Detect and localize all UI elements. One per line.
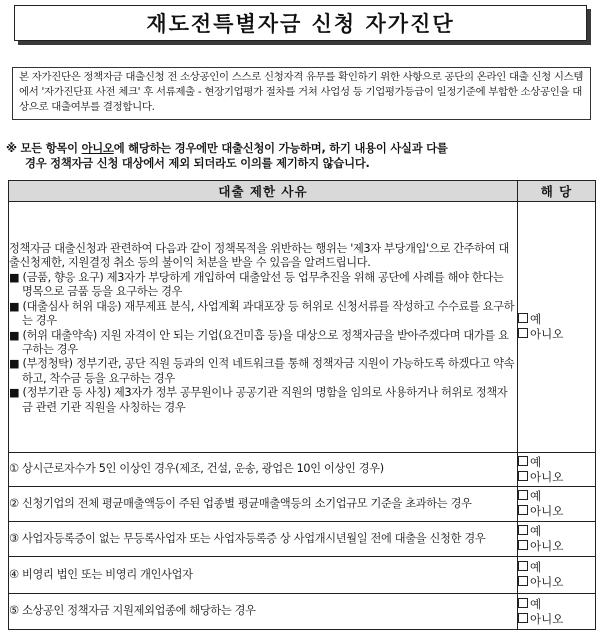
option-yes[interactable] [518,560,595,575]
bullet-item [9,386,517,415]
checkbox-icon[interactable] [518,471,528,481]
check-cell [518,487,596,522]
bullet-item [9,329,517,358]
title-box [14,5,587,41]
option-no[interactable] [518,575,595,590]
option-yes-label: 예 [530,312,542,326]
bullet-text: (허위 대출약속) 지원 자격이 안 되는 기업(요건미흡 등)을 대상으로 정책자금을 받아주겠다며 대가를 요구하는 경우 [22,328,509,356]
check-cell [518,522,596,557]
option-yes-label: 예 [530,596,542,611]
bullet-icon: ■ [9,328,20,342]
option-no-label: 아니오 [530,469,564,484]
option-no[interactable] [518,504,595,519]
bullet-text: (정부기관 등 사칭) 제3자가 정부 공무원이나 공공기관 직원의 명함을 임의로 사용하거나 허위로 정책자금 관련 기관 직원을 사칭하는 경우 [22,386,508,414]
bullet-text: (부정청탁) 정부기관, 공단 직원 등과의 인적 네트워크를 통해 정책자금 지원이 가능하도록 하겠다고 약속하고, 착수금 등을 요구하는 경우 [22,357,515,385]
option-no-label: 아니오 [530,575,564,589]
option-no[interactable] [518,612,595,627]
checkbox-icon[interactable] [518,328,528,338]
notice [6,141,598,171]
notice-underlined: 아니오 [81,142,114,155]
reason-cell: ⑤ 소상공인 정책자금 지원제외업종에 해당하는 경우 [9,594,518,630]
checkbox-icon[interactable] [518,525,528,535]
bullet-item [9,271,517,300]
option-no[interactable] [518,539,595,554]
reason-cell: ② 신청기업의 전체 평균매출액등이 주된 업종별 평균매출액등의 소기업규모 기준을 초과하는 경우 [9,487,518,522]
bullet-icon: ■ [9,357,20,371]
table-row [9,487,596,522]
notice-text-after: 에 해당하는 경우에만 대출신청이 가능하며, 하기 내용이 사실과 다를 [113,142,448,155]
table-row [9,594,596,630]
table-row [9,557,596,594]
bullet-icon: ■ [9,386,20,400]
notice-text-before: 모든 항목이 [20,142,82,155]
option-no-label: 아니오 [530,611,564,626]
check-cell [518,557,596,594]
option-yes[interactable] [518,597,595,612]
option-yes[interactable] [518,455,595,470]
option-yes[interactable] [518,524,595,539]
checkbox-icon[interactable] [518,576,528,586]
check-cell [518,202,596,453]
page-title: 재도전특별자금 신청 자가진단 [146,12,455,36]
option-no-label: 아니오 [530,539,564,553]
checkbox-icon[interactable] [518,456,528,466]
checkbox-icon[interactable] [518,598,528,608]
option-yes[interactable] [518,489,595,504]
check-cell [518,594,596,630]
option-yes-label: 예 [530,489,542,503]
header-reason: 대출 제한 사유 [9,181,518,202]
reason-cell: ③ 사업자등록증이 없는 무등록사업자 또는 사업자등록증 상 사업개시년월일 전에 대출을 신청한 경우 [9,522,518,557]
option-yes-label: 예 [530,454,542,469]
option-yes-label: 예 [530,524,542,538]
table-row [9,453,596,487]
checkbox-icon[interactable] [518,540,528,550]
bullet-item [9,357,517,386]
restriction-table [8,180,596,630]
intro-box: 본 자가진단은 정책자금 대출신청 전 소상공인이 스스로 신청자격 유무를 확인하기 위한 사항으로 공단의 온라인 대출 신청 시스템에서 '자가진단표 사전 체크' 후 서류제출 - 현장기업평가 절차를 거쳐 사업성 등 기업평가등급이 일정기준에 부합한 소상공인을 대상으로 대출여부를 결정합니다. [12,67,591,120]
checkbox-icon[interactable] [518,490,528,500]
bullet-icon: ■ [9,270,20,284]
option-no[interactable] [518,327,595,342]
bullet-text: (대출심사 허위 대응) 재무제표 분식, 사업계획 과대포장 등 허위로 신청서류를 작성하고 수수료를 요구하는 경우 [22,299,515,328]
checkbox-icon[interactable] [518,505,528,515]
notice-line-1 [6,141,598,156]
notice-mark: ※ [6,142,17,155]
check-cell [518,453,596,487]
checkbox-icon[interactable] [518,561,528,571]
checkbox-icon[interactable] [518,613,528,623]
bullet-icon: ■ [9,299,20,313]
option-yes[interactable] [518,312,595,327]
option-yes-label: 예 [530,560,542,574]
table-row [9,522,596,557]
option-no[interactable] [518,470,595,485]
table-row [9,202,596,453]
option-no-label: 아니오 [530,504,564,518]
reason-cell: ① 상시근로자수가 5인 이상인 경우(제조, 건설, 운송, 광업은 10인 이상인 경우) [9,453,518,487]
checkbox-icon[interactable] [518,313,528,323]
reason-cell-third-party [9,202,518,453]
bullet-text: (금품, 향응 요구) 제3자가 부당하게 개입하여 대출알선 등 업무추진을 위해 공단에 사례를 해야 한다는 명목으로 금품 등을 요구하는 경우 [22,270,504,299]
notice-line-2: 경우 정책자금 신청 대상에서 제외 되더라도 이의를 제기하지 않습니다. [25,157,370,170]
reason-cell: ④ 비영리 법인 또는 비영리 개인사업자 [9,557,518,594]
table-header-row [9,181,596,202]
header-check: 해 당 [518,181,596,202]
option-no-label: 아니오 [530,327,564,341]
bullet-item [9,300,517,329]
third-party-intro: 정책자금 대출신청과 관련하여 다음과 같이 정책목적을 위반하는 행위는 '제3자 부당개입'으로 간주하여 대출신청제한, 지원결정 취소 등의 불이익 처분을 받을 수 있음을 알려드립니다. [9,242,509,270]
